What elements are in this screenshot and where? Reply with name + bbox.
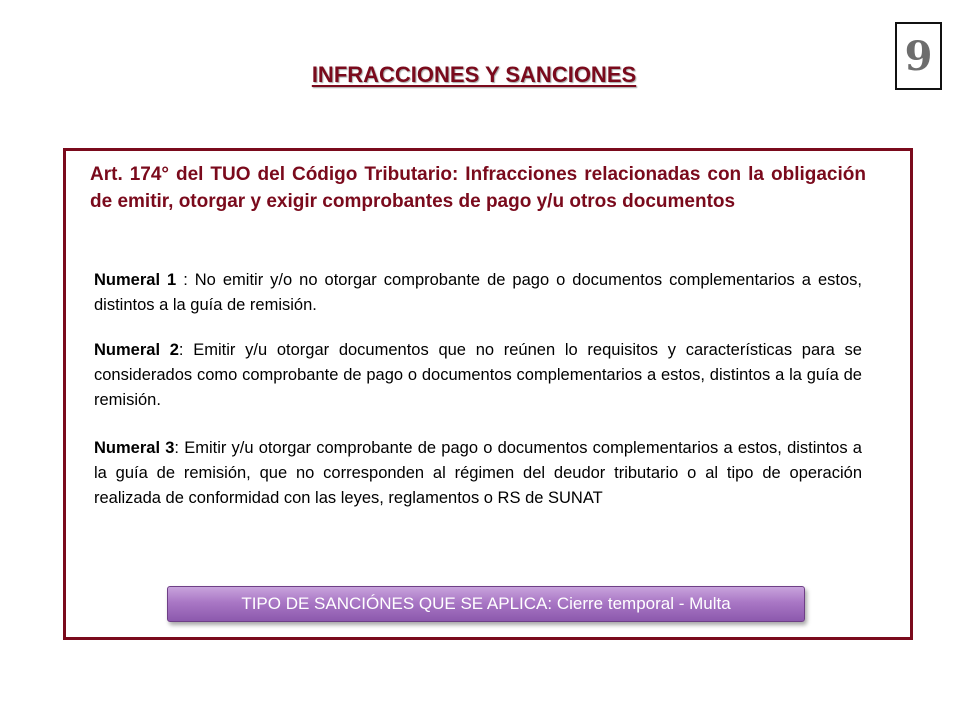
numeral-2-paragraph <box>94 338 862 413</box>
numeral-1-paragraph <box>94 268 862 318</box>
numeral-2-label: Numeral 2 <box>94 341 179 359</box>
sanction-banner: TIPO DE SANCIÓNES QUE SE APLICA: Cierre temporal - Multa <box>167 586 805 622</box>
numeral-2-text: : Emitir y/u otorgar documentos que no reúnen lo requisitos y características para se considerados como comprobante de pago o documentos complementarios a estos, distintos a la guía de remisión. <box>94 341 862 409</box>
numeral-3-paragraph <box>94 436 862 511</box>
numeral-3-label: Numeral 3 <box>94 439 175 457</box>
article-heading: Art. 174° del TUO del Código Tributario: Infracciones relacionadas con la obligación de emitir, otorgar y exigir comprobantes de pago y/u otros documentos <box>90 164 866 212</box>
numeral-1-text: : No emitir y/o no otorgar comprobante de pago o documentos complementarios a estos, distintos a la guía de remisión. <box>94 271 862 314</box>
slide-title: INFRACCIONES Y SANCIONES <box>311 62 637 87</box>
page-number: 9 <box>895 22 942 90</box>
numeral-1-label: Numeral 1 <box>94 271 177 289</box>
numeral-3-text: : Emitir y/u otorgar comprobante de pago o documentos complementarios a estos, distintos a la guía de remisión, que no corresponden al régimen del deudor tributario o al tipo de operación realizada de conformidad con las leyes, reglamentos o RS de SUNAT <box>94 439 862 507</box>
